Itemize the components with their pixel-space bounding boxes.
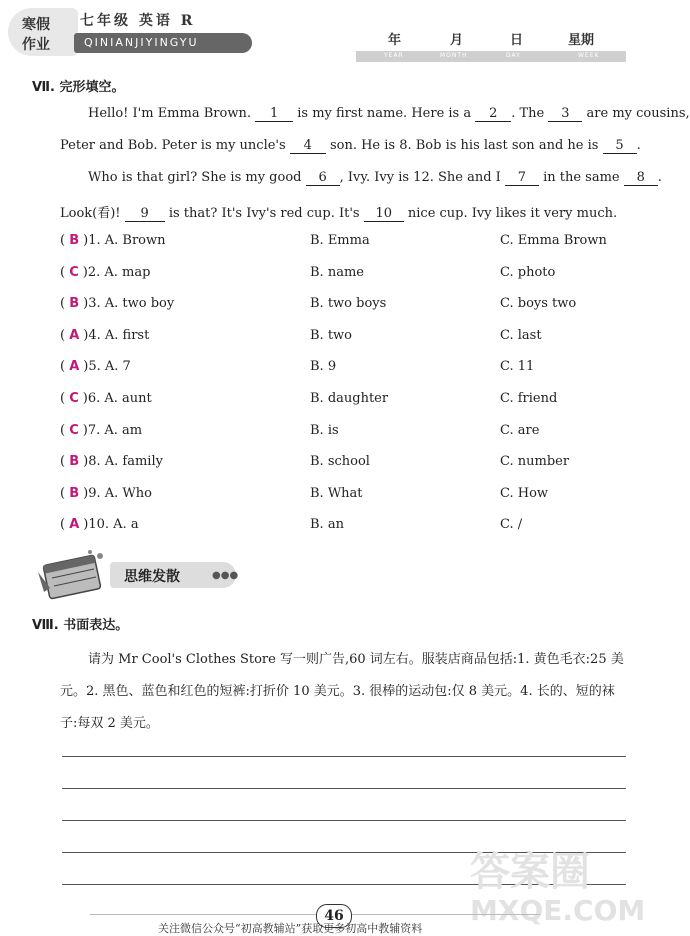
option-b: B. two <box>310 327 352 343</box>
text-seg: Peter and Bob. Peter is my uncle's <box>60 138 286 153</box>
option-a: )8. A. family <box>83 454 163 470</box>
blank-6: 6 <box>306 171 340 186</box>
question-row <box>60 486 152 501</box>
option-c: C. photo <box>500 264 556 280</box>
blank-1: 1 <box>255 107 293 122</box>
paren-open: ( <box>60 296 70 312</box>
blank-7: 7 <box>505 171 539 186</box>
calendar-icon <box>34 548 114 598</box>
option-c: C. Emma Brown <box>500 233 607 248</box>
option-c: C. How <box>500 485 549 501</box>
text-seg: nice cup. Ivy likes it very much. <box>407 206 618 221</box>
blank-10: 10 <box>364 207 404 222</box>
question-row <box>60 328 149 343</box>
paren-open: ( <box>60 359 70 375</box>
writing-line[interactable] <box>62 820 626 821</box>
answer-letter: B <box>69 454 80 470</box>
page-number: 46 <box>316 904 352 928</box>
option-a: )10. A. a <box>83 517 139 533</box>
watermark-url: MXQE.COM <box>470 894 646 927</box>
text-seg: is my first name. Here is a <box>297 106 472 121</box>
answer-letter: A <box>69 517 80 533</box>
paren-open: ( <box>60 454 70 470</box>
writing-line[interactable] <box>62 788 626 789</box>
text-seg: Look(看)! <box>60 206 121 221</box>
cloze-line-2 <box>60 138 641 154</box>
text-seg: . <box>657 170 662 185</box>
option-b: B. What <box>310 485 363 501</box>
date-week-label: 星期 <box>568 33 595 48</box>
option-b: B. is <box>310 422 339 438</box>
blank-5: 5 <box>603 139 637 154</box>
paren-open: ( <box>60 517 70 533</box>
paren-open: ( <box>60 485 70 501</box>
option-a: )1. A. Brown <box>83 233 166 248</box>
date-year-label: 年 <box>388 33 402 48</box>
answer-letter: B <box>69 485 80 501</box>
paren-open: ( <box>60 391 70 406</box>
question-row <box>60 359 131 374</box>
text-seg: , Ivy. Ivy is 12. She and I <box>339 170 501 185</box>
option-c: C. last <box>500 327 542 343</box>
blank-8: 8 <box>624 171 658 186</box>
question-row <box>60 517 139 532</box>
option-a: )7. A. am <box>82 422 143 438</box>
blank-4: 4 <box>290 139 326 154</box>
option-a: )4. A. first <box>83 327 150 343</box>
option-a: )6. A. aunt <box>82 391 152 406</box>
option-b: B. two boys <box>310 296 387 312</box>
writing-prompt-line-3: 子:每双 2 美元。 <box>60 716 159 731</box>
cloze-line-4 <box>60 202 617 222</box>
question-row <box>60 233 166 248</box>
option-c: C. are <box>500 422 540 438</box>
question-row <box>60 391 152 406</box>
option-c: C. 11 <box>500 359 535 375</box>
option-a: )9. A. Who <box>83 485 152 501</box>
text-seg: . The <box>511 106 545 121</box>
paren-open: ( <box>60 233 70 248</box>
question-row <box>60 265 150 280</box>
question-row <box>60 454 163 469</box>
blank-9: 9 <box>125 207 165 222</box>
answer-letter: A <box>69 359 80 375</box>
question-row <box>60 423 142 438</box>
answer-letter: B <box>69 296 80 312</box>
blank-2: 2 <box>475 107 511 122</box>
header-title: 七年级 英语 R <box>80 13 196 29</box>
text-seg: Who is that girl? She is my good <box>88 170 302 185</box>
cloze-line-3 <box>88 170 662 186</box>
answer-letter: B <box>69 233 80 248</box>
writing-prompt-line-1: 请为 Mr Cool's Clothes Store 写一则广告,60 词左右。服装店商品包括:1. 黄色毛衣:25 美 <box>88 652 624 667</box>
option-b: B. Emma <box>310 233 370 248</box>
cloze-line-1 <box>88 106 690 122</box>
date-day-label: 日 <box>510 33 524 48</box>
option-a: )3. A. two boy <box>83 296 175 312</box>
option-b: B. 9 <box>310 359 337 375</box>
section8-heading: Ⅷ. 书面表达。 <box>32 618 129 633</box>
question-row <box>60 296 174 311</box>
date-year-sub: YEAR <box>384 52 404 59</box>
date-month-sub: MONTH <box>440 52 468 59</box>
text-seg: are my cousins, <box>586 106 690 121</box>
watermark-logo: 答案圈 <box>470 849 590 895</box>
footer-text: 关注微信公众号“初高教辅站”获取更多初高中教辅资料 <box>158 922 423 935</box>
logo-line2: 作业 <box>22 37 50 53</box>
paren-open: ( <box>60 422 70 438</box>
option-c: C. / <box>500 517 523 533</box>
people-icon: ●●● <box>212 570 239 581</box>
footer-rule <box>90 914 540 915</box>
header-pinyin: QINIANJIYINGYU <box>84 36 199 49</box>
paren-open: ( <box>60 264 70 280</box>
section7-heading: Ⅶ. 完形填空。 <box>32 80 125 95</box>
answer-letter: C <box>69 264 79 280</box>
text-seg: in the same <box>543 170 620 185</box>
option-b: B. school <box>310 454 370 470</box>
text-seg: son. He is 8. Bob is his last son and he is <box>329 138 599 153</box>
writing-prompt-line-2: 元。2. 黑色、蓝色和红色的短裤:打折价 10 美元。3. 很棒的运动包:仅 8 美元。4. 长的、短的袜 <box>60 684 615 699</box>
answer-letter: C <box>69 391 79 406</box>
option-a: )2. A. map <box>82 264 151 280</box>
banner-title: 思维发散 <box>124 569 180 585</box>
date-month-label: 月 <box>450 33 464 48</box>
text-seg: is that? It's Ivy's red cup. It's <box>168 206 360 221</box>
logo <box>8 8 78 56</box>
option-c: C. friend <box>500 391 558 406</box>
answer-letter: C <box>69 422 79 438</box>
option-c: C. number <box>500 454 570 470</box>
option-b: B. name <box>310 264 364 280</box>
text-seg: . <box>636 138 641 153</box>
date-day-sub: DAY <box>506 52 521 59</box>
writing-line[interactable] <box>62 756 626 757</box>
option-c: C. boys two <box>500 296 577 312</box>
option-b: B. daughter <box>310 391 389 406</box>
text-seg: Hello! I'm Emma Brown. <box>88 106 251 121</box>
logo-line1: 寒假 <box>22 17 50 33</box>
date-week-sub: WEEK <box>578 52 600 59</box>
paren-open: ( <box>60 327 70 343</box>
blank-3: 3 <box>548 107 582 122</box>
option-b: B. an <box>310 517 344 533</box>
option-a: )5. A. 7 <box>83 359 131 375</box>
answer-letter: A <box>69 327 80 343</box>
